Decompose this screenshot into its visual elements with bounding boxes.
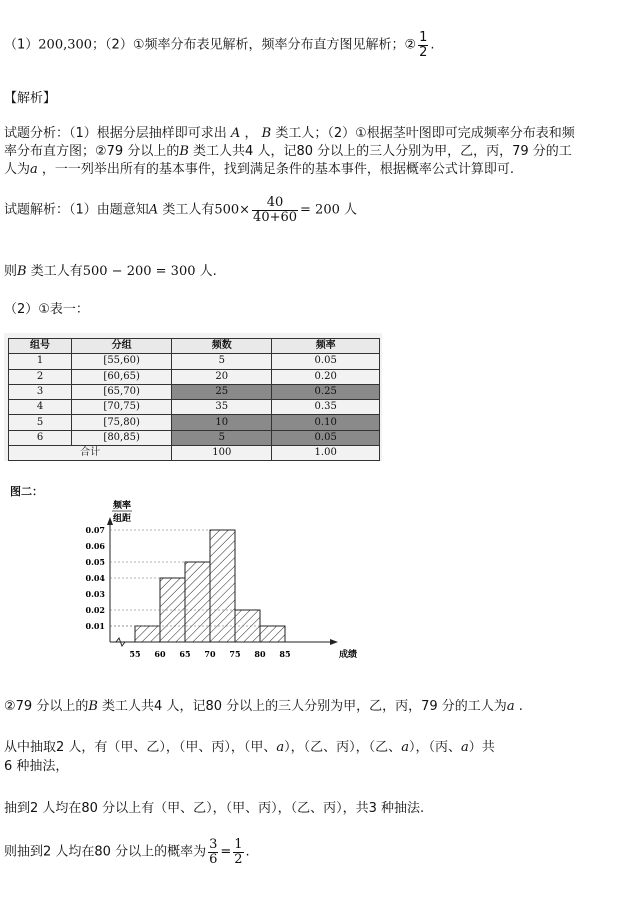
table-total-count: 100 — [172, 446, 272, 461]
overview-text-a2: ， — [244, 126, 258, 141]
part5-frac2-den: 2 — [234, 851, 243, 867]
table-cell: [60,65) — [72, 369, 172, 384]
solution-fraction — [252, 196, 298, 224]
x-tick-label: 55 — [129, 649, 141, 659]
header-cell: 组号 — [9, 339, 72, 354]
part5-end: . — [245, 844, 250, 860]
table-cell: 0.05 — [272, 354, 380, 369]
table-cell: 5 — [172, 354, 272, 369]
var-a-part3-3: a — [460, 740, 469, 755]
table-cell: 6 — [9, 430, 72, 445]
table-cell: 35 — [172, 400, 272, 415]
part5-frac1-den: 6 — [209, 851, 218, 867]
table-total-freq: 1.00 — [272, 446, 380, 461]
solution-b-expr: 500 − 200 = 300 — [82, 264, 196, 279]
y-axis-label-top: 频率 — [112, 501, 132, 511]
part5-frac2-num: 1 — [234, 837, 243, 852]
table-cell-filled: 5 — [172, 430, 272, 445]
table-row — [9, 400, 380, 415]
x-axis-label: 成绩 — [338, 650, 358, 660]
histogram-bar — [260, 626, 285, 642]
solution-b-unit: 人. — [199, 264, 217, 279]
part3-line-2: 6 种抽法， — [4, 759, 69, 774]
solution-text-s2: 类工人有 — [162, 202, 215, 218]
answer-sep: ；（2）①频率分布表见解析，频率分布直方图见解析；② — [92, 37, 417, 53]
part5-text: 则抽到2 人均在80 分以上的概率为 — [4, 844, 207, 860]
histogram-bar — [185, 562, 210, 642]
y-tick-label: 0.05 — [85, 557, 105, 567]
x-tick-label: 85 — [279, 649, 291, 659]
table-row — [9, 354, 380, 369]
table-cell: [55,60) — [72, 354, 172, 369]
table-cell: 4 — [9, 400, 72, 415]
table-cell-filled: 0.10 — [272, 415, 380, 430]
y-tick-label: 0.03 — [85, 589, 105, 599]
part3-text-c: ），（丙、 — [408, 740, 461, 755]
overview-text-b2: 类工人共4 人，记80 分以上的三人分别为甲，乙，丙，79 分的工 — [193, 144, 572, 159]
table-cell-filled: 10 — [172, 415, 272, 430]
table-header-row — [9, 339, 380, 354]
part5-line — [4, 838, 250, 866]
overview-text-a3: 类工人；（2）①根据茎叶图即可完成频率分布表和频 — [275, 126, 575, 141]
table-cell-filled: 0.25 — [272, 384, 380, 399]
table-row — [9, 369, 380, 384]
solution-text-s1: 试题解析：（1）由题意知 — [4, 202, 149, 218]
var-B-2: B — [179, 144, 189, 159]
solution-expr2: = 200 — [300, 202, 340, 218]
part2-line — [4, 695, 523, 714]
y-axis-label-bottom: 组距 — [112, 514, 132, 524]
table-cell: 5 — [9, 415, 72, 430]
part5-equals: = — [220, 844, 232, 860]
solution-b-s1: 则 — [4, 264, 18, 279]
histogram-bar — [135, 626, 160, 642]
var-B-sol: B — [17, 264, 27, 279]
answer-line — [4, 31, 435, 59]
table-cell: 3 — [9, 384, 72, 399]
table-cell: 0.35 — [272, 400, 380, 415]
table-row — [9, 415, 380, 430]
var-a: a — [30, 162, 38, 177]
overview-line-3 — [4, 158, 514, 177]
part3-line-1 — [4, 736, 495, 755]
answer-fraction — [418, 31, 428, 59]
solution-frac-den: 40+60 — [253, 209, 298, 225]
header-cell: 分组 — [72, 339, 172, 354]
table-cell: [75,80) — [72, 415, 172, 430]
header-cell: 频数 — [172, 339, 272, 354]
part3-text-b: ），（乙、丙），（乙、 — [284, 740, 402, 755]
y-tick-label: 0.01 — [85, 621, 105, 631]
overview-text-c1: 人为 — [4, 162, 31, 177]
header-cell: 频率 — [272, 339, 380, 354]
x-tick-label: 75 — [229, 649, 241, 659]
part3-text-a: 从中抽取2 人，有（甲、乙），（甲、丙），（甲、 — [4, 740, 277, 755]
table-cell-filled: 25 — [172, 384, 272, 399]
answer-end: . — [430, 37, 435, 53]
x-tick-label: 65 — [179, 649, 191, 659]
var-B: B — [261, 126, 272, 141]
table-row — [9, 430, 380, 445]
part2-text-p2: 类工人共4 人，记80 分以上的三人分别为甲，乙，丙，79 分的工人为 — [102, 699, 507, 714]
histogram-chart — [0, 495, 380, 670]
table-cell: [70,75) — [72, 400, 172, 415]
figure-label: 图二： — [10, 485, 43, 498]
table-cell: 0.20 — [272, 369, 380, 384]
var-A-sol: A — [148, 202, 159, 218]
part5-fraction-1 — [208, 838, 218, 866]
var-a-part3-2: a — [401, 740, 409, 755]
part2-text-p1: ②79 分以上的 — [4, 699, 89, 714]
solution-expr1: 500× — [214, 202, 251, 218]
overview-line-2 — [4, 140, 572, 159]
answer-value1: 200,300 — [38, 37, 93, 53]
var-a-part2: a — [506, 699, 515, 714]
table-total-label: 合计 — [9, 446, 172, 461]
var-A: A — [230, 126, 241, 141]
x-tick-label: 80 — [254, 649, 266, 659]
overview-text-b1: 率分布直方图；②79 分以上的 — [4, 144, 180, 159]
part2-text-p3: . — [518, 699, 523, 714]
x-tick-label: 60 — [154, 649, 166, 659]
table-cell: [80,85) — [72, 430, 172, 445]
part4-line: 抽到2 人均在80 分以上有（甲、乙），（甲、丙），（乙、丙），共3 种抽法. — [4, 801, 425, 816]
table-cell-filled: 0.05 — [272, 430, 380, 445]
answer-part1: （1） — [4, 37, 39, 53]
table-cell: [65,70) — [72, 384, 172, 399]
part5-frac1-num: 3 — [209, 837, 218, 852]
solution-b-s2: 类工人有 — [30, 264, 83, 279]
table-intro: （2）①表一： — [4, 302, 89, 317]
frequency-table — [8, 338, 380, 461]
table-cell: 20 — [172, 369, 272, 384]
overview-text-a1: 试题分析：（1）根据分层抽样即可求出 — [4, 126, 227, 141]
y-tick-label: 0.02 — [85, 605, 105, 615]
answer-frac-den: 2 — [419, 44, 428, 60]
solution-frac-num: 40 — [266, 195, 284, 210]
y-tick-label: 0.06 — [85, 541, 105, 551]
table-row — [9, 384, 380, 399]
overview-text-c2: ，一一列举出所有的基本事件，找到满足条件的基本事件，根据概率公式计算即可. — [41, 162, 515, 177]
solution-unit: 人 — [344, 202, 358, 218]
analysis-tag: 【解析】 — [4, 91, 57, 106]
part5-fraction-2 — [233, 838, 243, 866]
table-cell: 2 — [9, 369, 72, 384]
solution-line-2 — [4, 260, 217, 279]
solution-line-1 — [4, 196, 357, 224]
x-tick-label: 70 — [204, 649, 216, 659]
y-tick-label: 0.04 — [85, 573, 105, 583]
histogram-bar — [210, 530, 235, 642]
var-a-part3-1: a — [276, 740, 285, 755]
answer-frac-num: 1 — [419, 30, 428, 45]
table-total-row — [9, 446, 380, 461]
var-B-part2: B — [88, 699, 98, 714]
x-axis-arrow — [330, 639, 338, 645]
part3-text-d: ）共 — [468, 740, 495, 755]
table-cell: 1 — [9, 354, 72, 369]
overview-line-1 — [4, 122, 575, 141]
y-tick-label: 0.07 — [85, 525, 105, 535]
